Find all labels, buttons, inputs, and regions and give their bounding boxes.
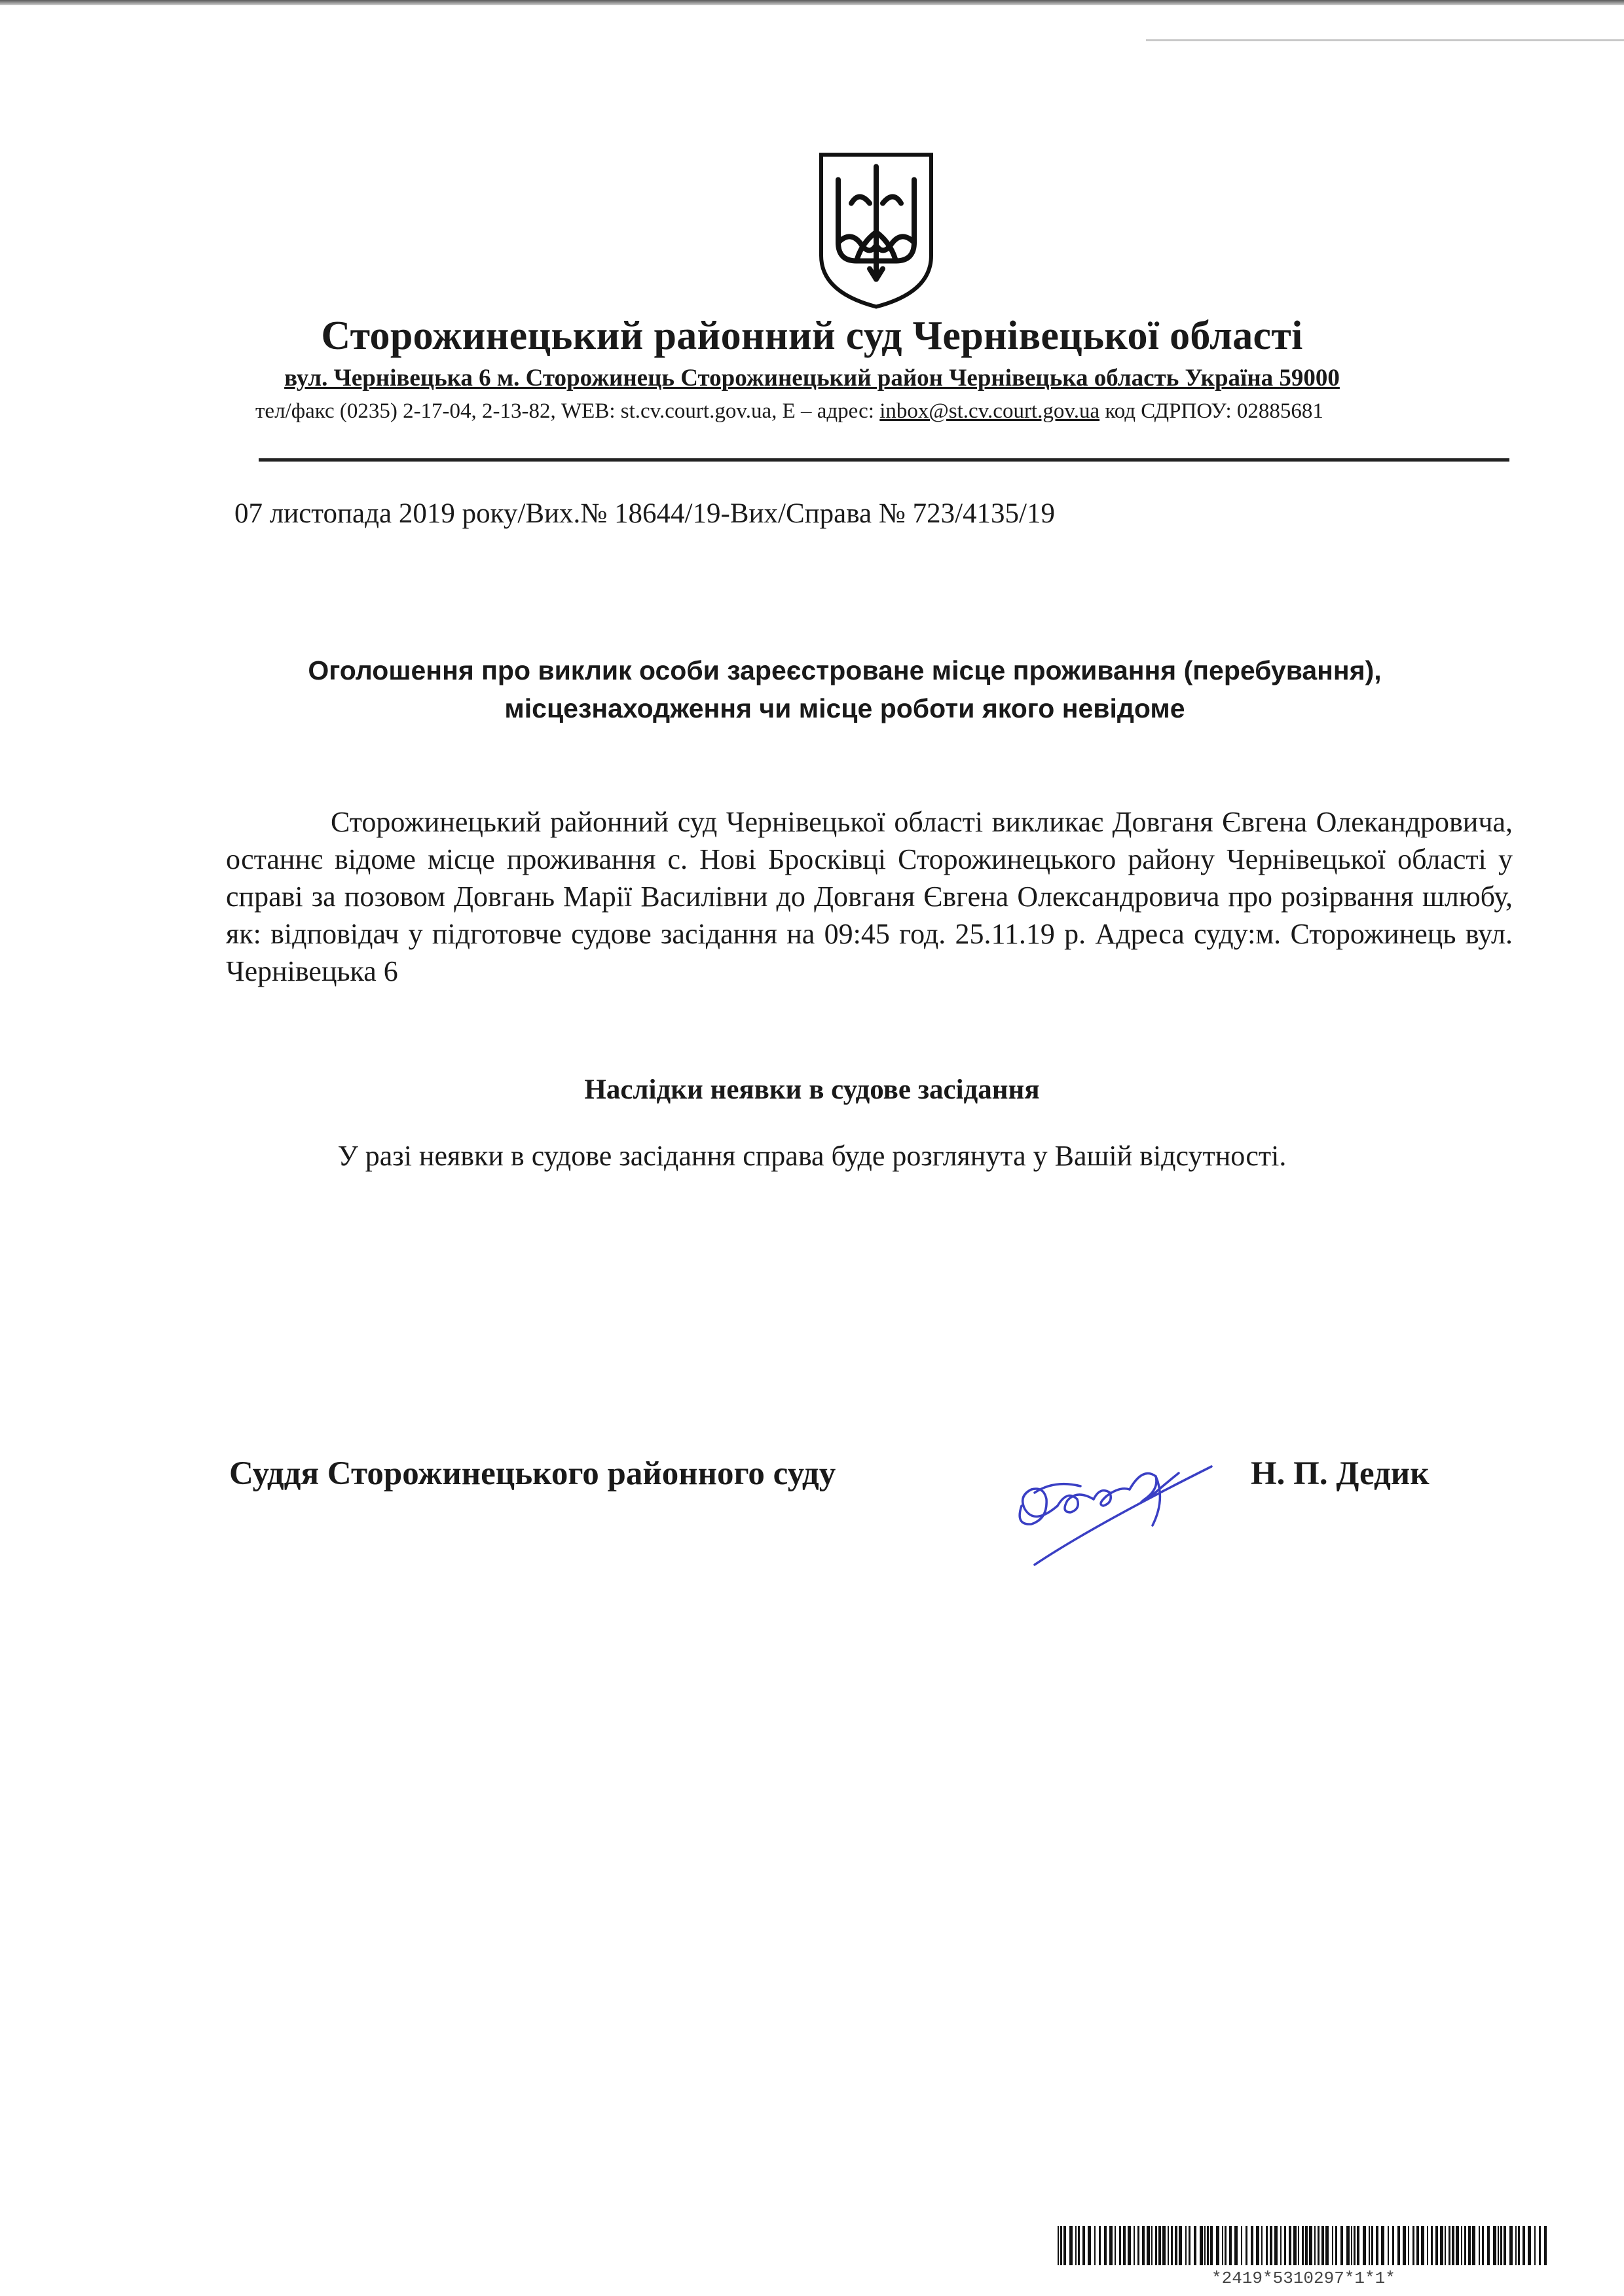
consequences-title: Наслідки неявки в судове засідання xyxy=(584,1074,1040,1105)
notice-title-line-1: Оголошення про виклик особи зареєстроване місце проживання (перебування), xyxy=(308,655,1382,685)
header-divider xyxy=(259,458,1509,462)
notice-title-line-2: місцезнаходження чи місце роботи якого невідоме xyxy=(504,693,1185,723)
barcode-text: *2419*5310297*1*1* xyxy=(1211,2269,1395,2288)
judge-name: Н. П. Дедик xyxy=(1251,1455,1430,1492)
tryzub-coat-of-arms-icon xyxy=(817,151,935,311)
handwritten-signature-icon xyxy=(995,1427,1231,1591)
scan-top-edge xyxy=(0,0,1624,5)
contacts-suffix: код СДРПОУ: 02885681 xyxy=(1099,399,1323,423)
court-name: Сторожинецький районний суд Чернівецької області xyxy=(321,314,1303,358)
judge-title: Суддя Сторожинецького районного суду xyxy=(229,1455,836,1492)
court-address-text: вул. Чернівецька 6 м. Сторожинець Сторожинецький район Чернівецька область Україна 59000 xyxy=(284,365,1340,392)
court-contacts xyxy=(255,399,1323,424)
notice-title xyxy=(196,651,1493,727)
notice-body-paragraph: Сторожинецький районний суд Чернівецької області викликає Довганя Євгена Олекандровича, останнє відоме місце проживання с. Нові Бросківці Сторожинецького району Чернівецької області у справі за позовом Довгань Марії Василівни до Довганя Євгена Олександровича про розірвання шлюбу, як: відповідач у підготовче судове засідання на 09:45 год. 25.11.19 р. Адреса суду:м. Сторожинець вул. Чернівецька 6 xyxy=(226,806,1513,987)
court-email-link[interactable]: inbox@st.cv.court.gov.ua xyxy=(879,399,1100,423)
court-address xyxy=(0,364,1624,392)
scan-artifact-line xyxy=(1146,39,1624,41)
barcode-icon xyxy=(1058,2226,1549,2265)
contacts-prefix: тел/факс (0235) 2-17-04, 2-13-82, WEB: st.cv.court.gov.ua, Е – адрес: xyxy=(255,399,880,423)
outgoing-reference: 07 листопада 2019 року/Вих.№ 18644/19-Вих/Справа № 723/4135/19 xyxy=(234,498,1055,529)
consequences-text: У разі неявки в судове засідання справа буде розглянута у Вашій відсутності. xyxy=(337,1140,1287,1172)
notice-body xyxy=(226,803,1513,990)
